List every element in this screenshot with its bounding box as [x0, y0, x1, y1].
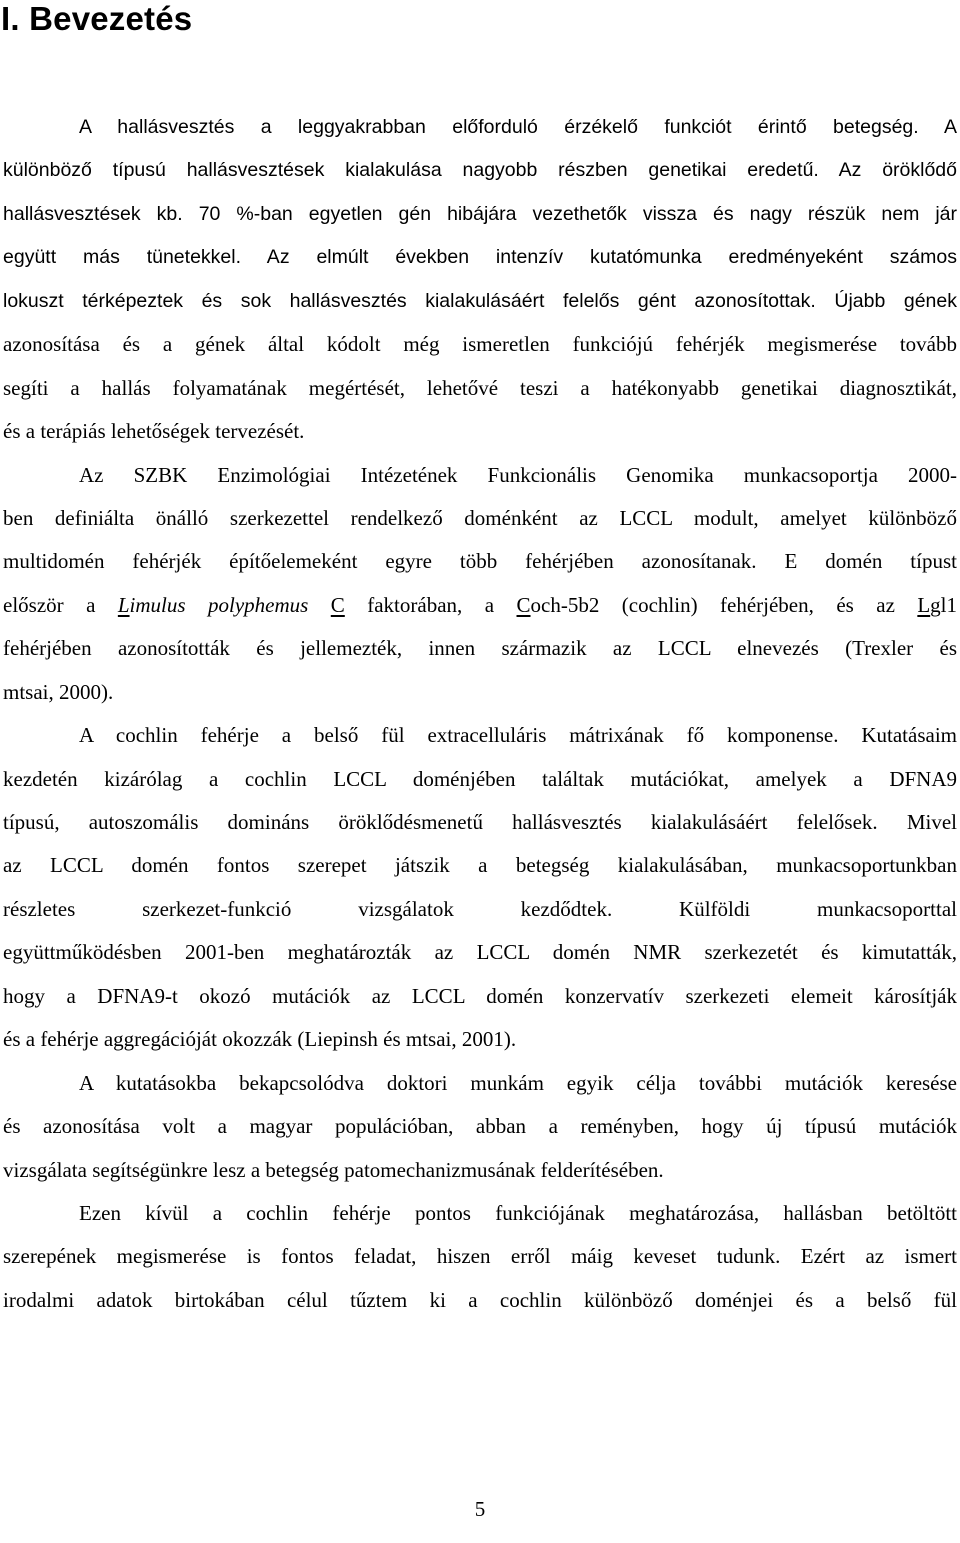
text-line [3, 931, 957, 974]
text-line [3, 888, 957, 931]
text-run: különböző típusú hallásvesztések kialakulása nagyobb részben genetikai eredetű. Az öröklődő [3, 159, 957, 182]
text-line [3, 497, 957, 540]
text-run: multidomén fehérjék építőelemeként egyre több fehérjében azonosítanak. E domén típust [3, 549, 957, 574]
italic-text: imulus polyphemus [129, 592, 309, 617]
text-run: és a fehérje aggregációját okozzák (Liepinsh és mtsai, 2001). [3, 1027, 517, 1052]
text-run: ben definiálta önálló szerkezettel rendelkező doménként az LCCL modult, amelyet különböző [3, 505, 957, 530]
text-run: kezdetén kizárólag a cochlin LCCL doménjében találtak mutációkat, amelyek a DFNA9 [3, 766, 957, 791]
text-run: A kutatásokba bekapcsolódva doktori munkám egyik célja további mutációk keresése [79, 1070, 957, 1095]
text-run: együtt más tünetekkel. Az elmúlt években intenzív kutatómunka eredményeként számos [3, 246, 957, 269]
text-run: lokuszt térképeztek és sok hallásvesztés kialakulásáért felelős gént azonosítottak. Újabb gének [3, 289, 957, 312]
underlined-initial: L [117, 592, 130, 617]
text-run: gl1 [930, 592, 958, 617]
chapter-heading: I. Bevezetés [1, 0, 193, 37]
text-line [3, 367, 957, 410]
text-line [3, 106, 957, 149]
underlined-initial: L [917, 592, 931, 617]
text-line [3, 584, 957, 627]
text-line [3, 410, 957, 453]
text-line [3, 844, 957, 887]
text-line [3, 801, 957, 844]
text-line [3, 714, 957, 757]
text-run: együttműködésben 2001-ben meghatározták az LCCL domén NMR szerkezetét és kimutatták, [3, 940, 957, 965]
underlined-initial: C [330, 592, 345, 617]
text-run: először a [3, 592, 118, 617]
text-line [3, 193, 957, 236]
text-run [308, 593, 330, 617]
text-run: részletes szerkezet-funkció vizsgálatok kezdődtek. Külföldi munkacsoporttal [3, 896, 957, 921]
text-run: típusú, autoszomális domináns öröklődésmenetű hallásvesztés kialakulásáért felelősek. Mivel [3, 810, 957, 834]
page-number: 5 [474, 1497, 486, 1521]
text-line [3, 975, 957, 1018]
text-run: és a terápiás lehetőségek tervezését. [3, 419, 305, 444]
body-text [3, 106, 957, 1322]
text-line [3, 1192, 957, 1235]
text-run: azonosítása és a gének által kódolt még ismeretlen funkciójú fehérjék megismerése tovább [3, 332, 957, 357]
text-line [3, 454, 957, 497]
text-run: hallásvesztések kb. 70 %-ban egyetlen gén hibájára vezethetők vissza és nagy részük nem jár [3, 202, 957, 225]
text-run: och-5b2 (cochlin) fehérjében, és az [530, 592, 918, 617]
text-run: Ezen kívül a cochlin fehérje pontos funkciójának meghatározása, hallásban betöltött [79, 1200, 957, 1225]
text-run: A cochlin fehérje a belső fül extracelluláris mátrixának fő komponense. Kutatásaim [79, 723, 957, 748]
text-line [3, 758, 957, 801]
text-line [3, 1105, 957, 1148]
text-run: segíti a hallás folyamatának megértését, lehetővé teszi a hatékonyabb genetikai diagnosztikát, [3, 375, 957, 400]
text-run: Az SZBK Enzimológiai Intézetének Funkcionális Genomika munkacsoportja 2000- [79, 462, 957, 487]
text-line [3, 280, 957, 323]
text-line [3, 236, 957, 279]
text-run: mtsai, 2000). [3, 679, 114, 704]
text-run: irodalmi adatok birtokában célul tűztem ki a cochlin különböző doménjei és a belső fül [3, 1287, 957, 1312]
text-line [3, 671, 957, 714]
text-line [3, 1062, 957, 1105]
text-run: és azonosítása volt a magyar populációban, abban a reményben, hogy új típusú mutációk [3, 1114, 957, 1139]
text-run: szerepének megismerése is fontos feladat, hiszen erről máig keveset tudunk. Ezért az ismert [3, 1244, 957, 1269]
text-run: A hallásvesztés a leggyakrabban előforduló érzékelő funkciót érintő betegség. A [79, 116, 957, 138]
underlined-initial: C [516, 592, 531, 617]
text-run: fehérjében azonosították és jellemezték, innen származik az LCCL elnevezés (Trexler és [3, 636, 957, 661]
text-run: vizsgálata segítségünkre lesz a betegség patomechanizmusának felderítésében. [3, 1157, 664, 1182]
text-line [3, 323, 957, 366]
text-line [3, 540, 957, 583]
text-run: faktorában, a [344, 592, 517, 617]
text-run: hogy a DFNA9-t okozó mutációk az LCCL domén konzervatív szerkezeti elemeit károsítják [3, 983, 957, 1008]
text-line [3, 1279, 957, 1322]
text-run: az LCCL domén fontos szerepet játszik a betegség kialakulásában, munkacsoportunkban [3, 853, 957, 878]
text-line [3, 627, 957, 670]
text-line [3, 1149, 957, 1192]
text-line [3, 149, 957, 192]
text-line [3, 1235, 957, 1278]
text-line [3, 1018, 957, 1061]
